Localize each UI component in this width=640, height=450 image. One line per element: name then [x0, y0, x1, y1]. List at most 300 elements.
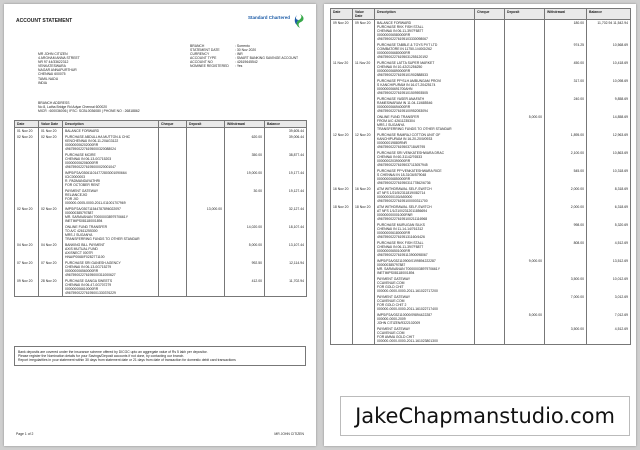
cheque-cell — [475, 60, 505, 78]
withdrawal-cell: 240.00 — [545, 96, 587, 114]
description-line: 496759002276195000311000627 — [65, 273, 116, 277]
description-cell — [375, 186, 475, 204]
deposit-cell — [187, 224, 225, 242]
cheque-cell — [159, 278, 187, 297]
branch-line: No 8, Latha Bridge Rd Adyar Chennai 600020 — [38, 105, 107, 110]
description-line: PAYMENT GATEWAY — [377, 295, 411, 299]
value-date-cell: 09 Nov 20 — [353, 20, 375, 43]
withdrawal-cell: 808.00 — [545, 240, 587, 258]
deposit-cell: 5,000.00 — [505, 312, 545, 326]
value-date-cell: 12 Nov 20 — [353, 132, 375, 150]
balance-cell: 12,114.94 — [265, 260, 307, 278]
withdrawal-cell: 3,500.00 — [545, 276, 587, 294]
statement-page-2 — [324, 4, 636, 446]
description-cell — [375, 276, 475, 294]
withdrawal-cell: 2,000.00 — [545, 204, 587, 222]
deposit-cell: 13,000.00 — [187, 206, 225, 224]
value-date-cell — [353, 78, 375, 96]
date-cell — [331, 114, 353, 132]
value-date-cell: 04 Nov 20 — [39, 242, 63, 260]
description-line: R. PADMANDAYATHRI — [65, 179, 100, 183]
balance-cell: 18,107.44 — [265, 224, 307, 242]
meta-value: : Sorrento — [235, 44, 250, 48]
date-cell — [331, 42, 353, 60]
table-row — [15, 170, 307, 188]
date-cell: 11 Nov 20 — [331, 60, 353, 78]
cheque-cell — [475, 204, 505, 222]
withdrawal-cell: 350.00 — [225, 152, 265, 170]
value-date-cell: 16 Nov 20 — [353, 186, 375, 204]
withdrawal-cell: 545.00 — [545, 168, 587, 186]
value-date-cell — [39, 170, 63, 188]
address-line: VENKATESWARA — [38, 64, 66, 69]
description-line: 000000006680000RR — [377, 51, 411, 55]
date-cell: 07 Nov 20 — [15, 260, 39, 278]
transactions-table-1 — [14, 120, 307, 297]
description-line: PAYMENT GATEWAY — [377, 327, 411, 331]
description-line: 496759002276195001330376229 — [65, 291, 116, 295]
table-row — [15, 224, 307, 242]
description-line: 000000-0000-0000-2011-161022717200 — [377, 289, 438, 293]
date-cell — [331, 150, 353, 168]
page-title: ACCOUNT STATEMENT — [16, 18, 73, 24]
cheque-cell — [159, 242, 187, 260]
cheque-cell — [159, 206, 187, 224]
statement-page-1 — [4, 4, 316, 446]
description-line: PURCHASE PF*VENKATESHWARA RICE — [377, 169, 442, 173]
description-line: CCAVENUE.COM — [377, 299, 405, 303]
table-row — [331, 20, 631, 43]
cheque-cell — [159, 260, 187, 278]
deposit-cell — [187, 170, 225, 188]
balance-cell: 6,318.69 — [587, 204, 631, 222]
balance-cell: 5,320.69 — [587, 222, 631, 240]
meta-key: ACCOUNT NO — [190, 60, 213, 65]
value-date-cell — [39, 224, 63, 242]
description-line: 000000019880RNR — [377, 141, 407, 145]
deposit-cell — [505, 204, 545, 222]
deposit-cell — [505, 96, 545, 114]
important-notes — [14, 346, 306, 366]
table-row — [331, 258, 631, 276]
column-header: Value Date — [39, 121, 63, 128]
deposit-cell — [505, 168, 545, 186]
description-line: MR. SARAVANAN T0000003897970661Y — [377, 267, 440, 271]
withdrawal-cell: 180.00 — [545, 20, 587, 43]
date-cell — [331, 276, 353, 294]
description-line: CHENNAI IN 06-13-0G715279 — [65, 265, 112, 269]
date-cell: 09 Nov 20 — [15, 278, 39, 297]
description-line: 000000006206000RR — [65, 161, 99, 165]
value-date-cell — [353, 240, 375, 258]
description-cell — [375, 78, 475, 96]
description-line: BANKING BILL PAYMENT — [65, 243, 105, 247]
withdrawal-cell: 620.00 — [225, 134, 265, 152]
withdrawal-cell — [545, 312, 587, 326]
cheque-cell — [475, 42, 505, 60]
description-line: FOR AMMA GOLD CHIT — [377, 335, 415, 339]
cheque-cell — [475, 222, 505, 240]
description-line: PURCHASE MCIRE — [65, 153, 96, 157]
description-line: 000000006202000RR — [65, 143, 99, 147]
date-cell — [15, 224, 39, 242]
description-line: PURCHASE SRI GANESH AGENCY — [65, 261, 121, 265]
column-header: Value Date — [353, 9, 375, 20]
table-row — [331, 150, 631, 168]
description-line: ONLINE FUND TRANSFER — [65, 225, 108, 229]
description-cell — [375, 326, 475, 345]
deposit-cell — [505, 150, 545, 168]
balance-cell: 13,107.44 — [265, 242, 307, 260]
withdrawal-cell: 317.00 — [545, 78, 587, 96]
description-line: BALANCE FORWARD — [65, 129, 100, 133]
description-line: IMPS/P2A/030611014772803001090664 — [65, 171, 127, 175]
description-line: 496759002276195000320088024 — [65, 147, 116, 151]
description-line: PAYMENT GATEWAY — [377, 277, 411, 281]
table-row — [331, 312, 631, 326]
footer-center — [112, 432, 207, 436]
meta-value: : Yes — [235, 64, 243, 69]
meta-key: BRANCH — [190, 44, 205, 48]
withdrawal-cell: 998.00 — [545, 222, 587, 240]
meta-key: NOMINEE REGISTERED — [190, 64, 229, 69]
date-cell — [331, 168, 353, 186]
description-line: PURCHASE LATTA SUPER MARKET — [377, 61, 435, 65]
description-line: MRS J SUGANYA — [377, 123, 405, 127]
withdrawal-cell: 412.00 — [225, 278, 265, 297]
description-line: S CHENNAI IN 18-31G6/579048 — [377, 173, 427, 177]
description-line: 000000006694000RR — [377, 105, 411, 109]
withdrawal-cell — [545, 114, 587, 132]
column-header: Withdrawal — [545, 9, 587, 20]
description-line: CHENNAI IN 06-11-39/7F8877 — [377, 29, 424, 33]
deposit-cell — [505, 78, 545, 96]
description-line: CHENNAI IN 10-42/21256250 — [377, 65, 423, 69]
address-line: INDIA — [38, 80, 48, 85]
table-row — [15, 134, 307, 152]
table-row — [331, 60, 631, 78]
value-date-cell — [39, 152, 63, 170]
deposit-cell — [187, 134, 225, 152]
table-row — [331, 276, 631, 294]
description-cell — [375, 114, 475, 132]
description-line: PURCHASE RKK FISH STALL — [377, 241, 424, 245]
balance-cell: 3,012.69 — [587, 294, 631, 312]
table-row — [15, 278, 307, 297]
deposit-cell — [187, 278, 225, 297]
withdrawal-cell: 2,000.00 — [545, 186, 587, 204]
deposit-cell — [505, 42, 545, 60]
description-cell — [375, 96, 475, 114]
page-footer — [16, 432, 304, 436]
description-line: 000000000100/A50000 — [377, 195, 413, 199]
description-line: ATM WITHDRAWAL SELF-SWITCH — [377, 205, 432, 209]
description-line: 000000006501000RR — [377, 249, 411, 253]
description-line: CHENNAI IN 11-14-14/761312 — [377, 227, 424, 231]
description-cell — [375, 204, 475, 222]
description-line: 000000-0000-0000-2011-161022717400 — [377, 307, 438, 311]
date-cell — [331, 78, 353, 96]
date-cell: 09 Nov 20 — [331, 20, 353, 43]
balance-cell: 38,877.44 — [265, 152, 307, 170]
description-line: 496759002276195101509593505 — [377, 91, 428, 95]
description-cell — [375, 222, 475, 240]
description-line: 000000006560000RR — [65, 269, 99, 273]
description-cell — [375, 168, 475, 186]
balance-cell: 10,012.69 — [587, 276, 631, 294]
value-date-cell — [353, 276, 375, 294]
description-line: 000000006691700AHN — [377, 87, 413, 91]
value-date-cell — [353, 222, 375, 240]
description-line: PURCHASE ABDULLHA MUTTON & CHIC — [65, 135, 131, 139]
description-cell — [63, 134, 159, 152]
description-cell — [375, 294, 475, 312]
description-line: FOR OCTOBER RENT — [65, 183, 100, 187]
cheque-cell — [159, 170, 187, 188]
table-row — [331, 42, 631, 60]
description-line: 000000006580000RR — [377, 33, 411, 37]
date-cell: 16 Nov 20 — [331, 186, 353, 204]
date-cell: 02 Nov 20 — [15, 206, 39, 224]
meta-value: : 42619645542 — [235, 60, 258, 65]
withdrawal-cell: 3,500.00 — [545, 326, 587, 345]
table-row — [15, 152, 307, 170]
address-line: TAMIL NADU — [38, 76, 59, 81]
description-cell — [63, 206, 159, 224]
date-cell: 12 Nov 20 — [331, 132, 353, 150]
meta-row — [190, 64, 310, 68]
description-line: PURCHASE MURUGAN SILKS — [377, 223, 425, 227]
description-line: MRS J SUGANYA — [65, 233, 93, 237]
meta-key: CURRENCY — [190, 52, 210, 57]
date-cell — [15, 152, 39, 170]
address-line: CHENNAI 600075 — [38, 72, 66, 77]
description-line: CHENNAI IN 06-11-39/7F8877 — [377, 245, 424, 249]
deposit-cell — [505, 294, 545, 312]
table-row — [331, 114, 631, 132]
date-cell — [331, 312, 353, 326]
meta-value: : INR — [235, 52, 243, 57]
description-line: AXISNECT 0007R — [65, 251, 93, 255]
table-row — [331, 240, 631, 258]
description-line: ONLINE FUND TRANSFER — [377, 115, 420, 119]
column-header: Date — [15, 121, 39, 128]
note-line: Report irregularities in your statement within 30 days from statement date or 21 days from date of transaction for domestic debit card transactions — [18, 358, 236, 363]
description-line: JOHN CITIZEN/9322102009 — [377, 321, 421, 325]
description-line: 496759002276195037184/5795 — [377, 145, 426, 149]
cheque-cell — [475, 312, 505, 326]
description-line: 000000385797887 — [377, 263, 406, 267]
meta-key: ACCOUNT TYPE — [190, 56, 217, 61]
description-line: 496759002276195100211116968 — [377, 217, 428, 221]
table-row — [331, 78, 631, 96]
value-date-cell — [353, 312, 375, 326]
description-line: S KANCHIPURAM IN 16-07-20425174 — [377, 83, 436, 87]
description-line: CHENNAI IN 06-47-0G707279 — [65, 283, 112, 287]
balance-cell: 11,702.94 — [265, 278, 307, 297]
address-line: MR JOHN CITIZEN — [38, 52, 68, 56]
description-line: BALANCE FORWARD — [377, 21, 412, 25]
bank-logo — [246, 12, 306, 32]
description-line: 496759002276195131160/4426 — [377, 235, 425, 239]
balance-cell: 19,177.44 — [265, 170, 307, 188]
value-date-cell — [353, 258, 375, 276]
description-cell — [63, 152, 159, 170]
cheque-cell — [475, 186, 505, 204]
description-line: 496759002276195100952053094 — [377, 109, 428, 113]
description-line: CHENNAI IN 06-13-0G715203 — [65, 157, 112, 161]
date-cell — [331, 96, 353, 114]
column-header: Date — [331, 9, 353, 20]
description-line: FOR JIO — [65, 197, 79, 201]
date-cell: 02 Nov 20 — [15, 134, 39, 152]
balance-cell: 13,512.69 — [587, 258, 631, 276]
description-line: INETIMPS0811800/1894 — [65, 219, 103, 223]
withdrawal-cell: 974.25 — [545, 42, 587, 60]
description-line: 496759002276195031177862/6736 — [377, 181, 431, 185]
table-row — [331, 168, 631, 186]
balance-cell: 19,127.44 — [265, 188, 307, 206]
table-row — [15, 206, 307, 224]
balance-cell: 10,568.69 — [587, 42, 631, 60]
description-line: 000000020390000RR — [377, 159, 411, 163]
customer-address — [38, 52, 128, 85]
withdrawal-cell: 450.00 — [545, 60, 587, 78]
deposit-cell — [505, 60, 545, 78]
balance-cell: 12,963.69 — [587, 132, 631, 150]
description-line: CHENNAI IN 60-31142/76533 — [377, 155, 422, 159]
footer-customer-name: MR JOHN CITIZEN — [274, 432, 304, 436]
withdrawal-cell: 992.50 — [225, 260, 265, 278]
deposit-cell — [187, 188, 225, 206]
description-line: 496759002276195031255120192 — [377, 55, 428, 59]
value-date-cell: 18 Nov 20 — [353, 204, 375, 222]
description-line: PAYMENT GATEWAY — [65, 189, 99, 193]
description-line: PURCHASE PF*SLH AMBUNGAM PROVI — [377, 79, 442, 83]
balance-cell: 10,098.69 — [587, 78, 631, 96]
value-date-cell — [353, 114, 375, 132]
withdrawal-cell: 30.00 — [225, 188, 265, 206]
cheque-cell — [159, 188, 187, 206]
description-line: FOR GOLD CHIT 2 — [377, 303, 407, 307]
description-line: 000000006850000RR — [377, 177, 411, 181]
description-line: 000000-0000-2009 — [377, 317, 406, 321]
description-line: IMPS/P2A/032110000/09894422287 — [377, 313, 432, 317]
table-row — [331, 294, 631, 312]
balance-cell: 32,127.44 — [265, 206, 307, 224]
column-header: Description — [63, 121, 159, 128]
description-line: RAMESWARAM IN 11.04-11/685546 — [377, 101, 433, 105]
deposit-cell — [505, 276, 545, 294]
meta-key: STATEMENT DATE — [190, 48, 220, 53]
cheque-cell — [159, 224, 187, 242]
deposit-cell — [505, 20, 545, 43]
description-cell — [375, 258, 475, 276]
description-line: IMPS/P2A/032110900/0199894222287 — [377, 259, 436, 263]
deposit-cell — [505, 222, 545, 240]
column-header: Cheque — [475, 9, 505, 20]
transactions-table-2 — [330, 8, 631, 345]
description-line: 496759002276195113900098067 — [377, 253, 428, 257]
balance-cell: 7,012.69 — [587, 312, 631, 326]
balance-cell: 11,702.94 11,542.94 — [587, 20, 631, 43]
description-line: CCAVENUE.COM — [377, 281, 405, 285]
description-line: AT NFS 1/1/21/0/2312011856694 — [377, 209, 428, 213]
description-line: FOR GOLD CHIT — [377, 285, 404, 289]
table-row — [331, 326, 631, 345]
description-line: PURCHASE SRI VENKATESHWARA DRAC — [377, 151, 445, 155]
balance-cell: 4,512.69 — [587, 240, 631, 258]
address-line: 4 ARGHAM ANNA STREET — [38, 56, 80, 61]
column-header: Balance — [587, 9, 631, 20]
description-cell — [375, 240, 475, 258]
column-header: Deposit — [187, 121, 225, 128]
value-date-cell: 07 Nov 20 — [39, 260, 63, 278]
withdrawal-cell — [225, 206, 265, 224]
value-date-cell — [353, 294, 375, 312]
description-line: INETIMPS0811800/1894 — [377, 271, 415, 275]
balance-cell: 8,318.69 — [587, 186, 631, 204]
table-row — [15, 188, 307, 206]
deposit-cell — [505, 186, 545, 204]
cheque-cell — [475, 114, 505, 132]
deposit-cell — [187, 242, 225, 260]
withdrawal-cell — [545, 258, 587, 276]
branch-line: BRANCH ADDRESS — [38, 101, 70, 105]
withdrawal-cell: 1,895.00 — [545, 132, 587, 150]
deposit-cell — [505, 132, 545, 150]
description-line: FROM A/C 42611235304 — [377, 119, 415, 123]
description-cell — [375, 60, 475, 78]
table-row — [15, 260, 307, 278]
balance-cell: 10,863.69 — [587, 150, 631, 168]
date-cell — [331, 326, 353, 345]
withdrawal-cell: 5,000.00 — [225, 242, 265, 260]
description-line: 496759002276195101902888533 — [377, 73, 428, 77]
table-row — [331, 96, 631, 114]
description-line: RELIANCEJIO — [65, 193, 88, 197]
cheque-cell — [475, 96, 505, 114]
description-line: PURCHASE RAMRAJ COTTON UNIT OF — [377, 133, 441, 137]
description-cell — [375, 20, 475, 43]
deposit-cell — [187, 152, 225, 170]
date-cell — [15, 170, 39, 188]
description-line: COIMBATORE IN 11750-1/4I0G/262 — [377, 47, 432, 51]
description-line: TRANSFERRING FUNDS TO OTHER STANDAR — [65, 237, 140, 241]
cheque-cell — [159, 152, 187, 170]
date-cell — [331, 258, 353, 276]
description-line: PURCHASE GANGA SWEETS — [65, 279, 113, 283]
description-cell — [63, 278, 159, 297]
description-line: MR. SARAVANAN T0000003897970661Y — [65, 215, 128, 219]
cheque-cell — [475, 78, 505, 96]
description-cell — [63, 242, 159, 260]
description-line: ICIC0000003 — [65, 175, 85, 179]
column-header: Withdrawal — [225, 121, 265, 128]
value-date-cell — [353, 326, 375, 345]
withdrawal-cell: 19,000.00 — [225, 170, 265, 188]
value-date-cell — [39, 188, 63, 206]
description-line: PURCHASE TABBLE & TOYS PVT LTD — [377, 43, 438, 47]
description-line: AT NFS 1/21/5/2311819/082714 — [377, 191, 426, 195]
column-header: Balance — [265, 121, 307, 128]
date-cell: 18 Nov 20 — [331, 204, 353, 222]
note-line: Please register the Nomination details for your Savings/Deposit accounts if not done, by contacting our branch. — [18, 354, 185, 359]
description-line: KENCHENNAI IN 06-11-20AG3122 — [65, 139, 119, 143]
description-line: TO A/C 42611255300 — [65, 229, 98, 233]
balance-cell: 4,512.69 — [587, 326, 631, 345]
description-line: 000000-0000-0000-2011-161023801300 — [377, 339, 438, 343]
